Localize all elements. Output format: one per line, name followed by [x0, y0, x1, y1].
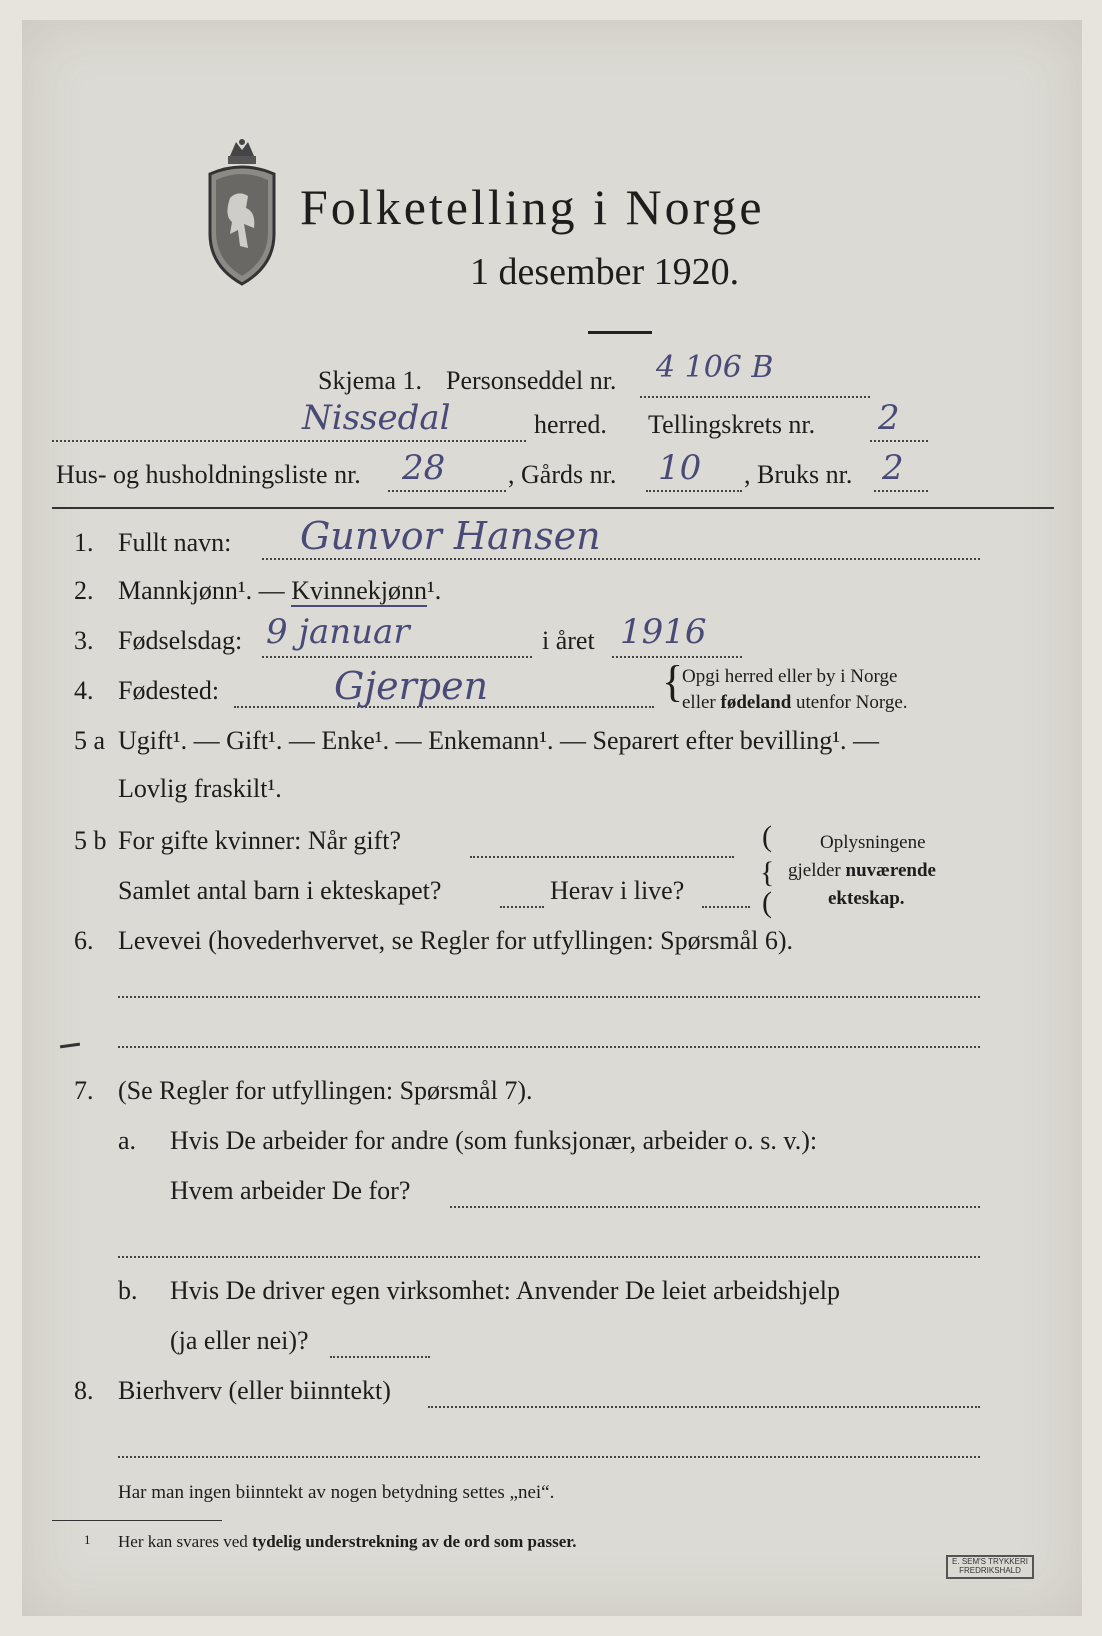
q7b-line1: Hvis De driver egen virksomhet: Anvender De leiet arbeidshjelp [170, 1276, 841, 1305]
census-form-page [22, 20, 1082, 1616]
q8-dotline[interactable] [428, 1406, 980, 1408]
q4-label: Fødested: [118, 676, 220, 705]
form-date: 1 desember 1920. [470, 251, 740, 293]
q5b-children-dotline [500, 906, 544, 908]
hus-dotline [388, 490, 506, 492]
q3-birthday-value[interactable]: 9 januar [266, 612, 410, 652]
q1-label: Fullt navn: [118, 528, 232, 557]
q3-day-dotline [262, 656, 532, 658]
q7a-letter: a. [118, 1126, 137, 1155]
q7-label: (Se Regler for utfyllingen: Spørsmål 7). [118, 1076, 533, 1105]
q2-male-option[interactable]: Mannkjønn¹. — [118, 576, 292, 605]
q7a-employer-dotline[interactable] [450, 1206, 980, 1208]
income-note: Har man ingen biinntekt av nogen betydning settes „nei“. [118, 1482, 555, 1503]
q5b-note-brace-bottom: ( [762, 886, 772, 919]
bruks-label: , Bruks nr. [744, 460, 853, 489]
q5b-alive-label: Herav i live? [550, 876, 685, 905]
q7b-letter: b. [118, 1276, 138, 1305]
q5b-number: 5 b [74, 826, 107, 855]
bruks-dotline [874, 490, 928, 492]
q5b-married-dotline [470, 856, 734, 858]
q8-number: 8. [74, 1376, 94, 1405]
q1-number: 1. [74, 528, 94, 557]
q4-note-line2: eller fødeland utenfor Norge. [682, 692, 908, 713]
hus-value[interactable]: 28 [402, 448, 446, 488]
gards-value[interactable]: 10 [658, 448, 702, 488]
schema-label: Skjema 1. [318, 366, 422, 395]
hus-label: Hus- og husholdningsliste nr. [56, 460, 361, 489]
q4-birthplace-value[interactable]: Gjerpen [334, 664, 489, 708]
q7a-extra-dotline[interactable] [118, 1256, 980, 1258]
q5a-divorced-option[interactable]: Lovlig fraskilt¹. [118, 774, 282, 803]
q7b-hired-help-label: (ja eller nei)? [170, 1326, 309, 1355]
q4-number: 4. [74, 676, 94, 705]
q8-extra-dotline[interactable] [118, 1456, 980, 1458]
q5b-married-label: For gifte kvinner: Når gift? [118, 826, 402, 855]
q4-note-brace: { [662, 657, 684, 706]
personseddel-value[interactable]: 4 106 B [656, 350, 774, 385]
q5a-marital-options[interactable]: Ugift¹. — Gift¹. — Enke¹. — Enkemann¹. — Separert efter bevilling¹. — [118, 726, 880, 755]
q5b-note-line1: Oplysningene [820, 832, 926, 853]
q5b-children-label: Samlet antal barn i ekteskapet? [118, 876, 442, 905]
q3-year-value[interactable]: 1916 [620, 612, 707, 652]
q7a-employer-label: Hvem arbeider De for? [170, 1176, 411, 1205]
herred-label: herred. [534, 410, 607, 439]
tellingskrets-label: Tellingskrets nr. [648, 410, 816, 439]
title-divider [588, 331, 652, 334]
q1-full-name-value[interactable]: Gunvor Hansen [300, 514, 601, 558]
q3-year-label: i året [542, 626, 595, 655]
q5b-note-line2: gjelder nuværende [788, 860, 936, 881]
q6-answer-line2[interactable] [118, 1046, 980, 1048]
form-title: Folketelling i Norge [300, 179, 765, 235]
q4-note-line1: Opgi herred eller by i Norge [682, 666, 898, 687]
tellingskrets-dotline [870, 440, 928, 442]
footnote-mark: 1 [84, 1532, 91, 1547]
q1-dotline [262, 558, 980, 560]
q2-number: 2. [74, 576, 94, 605]
tellingskrets-value[interactable]: 2 [878, 398, 900, 438]
gards-dotline [646, 490, 742, 492]
printer-stamp: E. SEM'S TRYKKERI FREDRIKSHALD [946, 1555, 1034, 1579]
norwegian-coat-of-arms-icon [202, 138, 282, 288]
q6-answer-line1[interactable] [118, 996, 980, 998]
q7b-dotline[interactable] [330, 1356, 430, 1358]
q6-number: 6. [74, 926, 94, 955]
footnote-rule [52, 1520, 222, 1521]
q5a-number: 5 a [74, 726, 106, 755]
q7-number: 7. [74, 1076, 94, 1105]
q3-number: 3. [74, 626, 94, 655]
q5b-note-brace-mid: { [760, 856, 775, 889]
personseddel-label: Personseddel nr. [446, 366, 617, 395]
header-separator [52, 507, 1054, 509]
personseddel-dotline [640, 396, 870, 398]
q5b-note-line3: ekteskap. [828, 888, 905, 909]
q6-label: Levevei (hovederhvervet, se Regler for utfyllingen: Spørsmål 6). [118, 926, 794, 955]
bruks-value[interactable]: 2 [882, 448, 904, 488]
gards-label: , Gårds nr. [508, 460, 617, 489]
q3-label: Fødselsdag: [118, 626, 243, 655]
municipality-dotline [52, 440, 526, 442]
margin-mark [60, 1043, 80, 1049]
q7a-line1: Hvis De arbeider for andre (som funksjonær, arbeider o. s. v.): [170, 1126, 818, 1155]
q2-sex-options: Mannkjønn¹. — Kvinnekjønn¹. [118, 576, 442, 605]
municipality-value[interactable]: Nissedal [302, 398, 451, 438]
q8-label: Bierhverv (eller biinntekt) [118, 1376, 391, 1405]
q5b-note-brace-top: ( [762, 820, 772, 853]
footnote-text: Her kan svares ved tydelig understrekning av de ord som passer. [118, 1532, 577, 1551]
q5b-alive-dotline [702, 906, 750, 908]
q2-female-option[interactable]: Kvinnekjønn [291, 576, 427, 605]
